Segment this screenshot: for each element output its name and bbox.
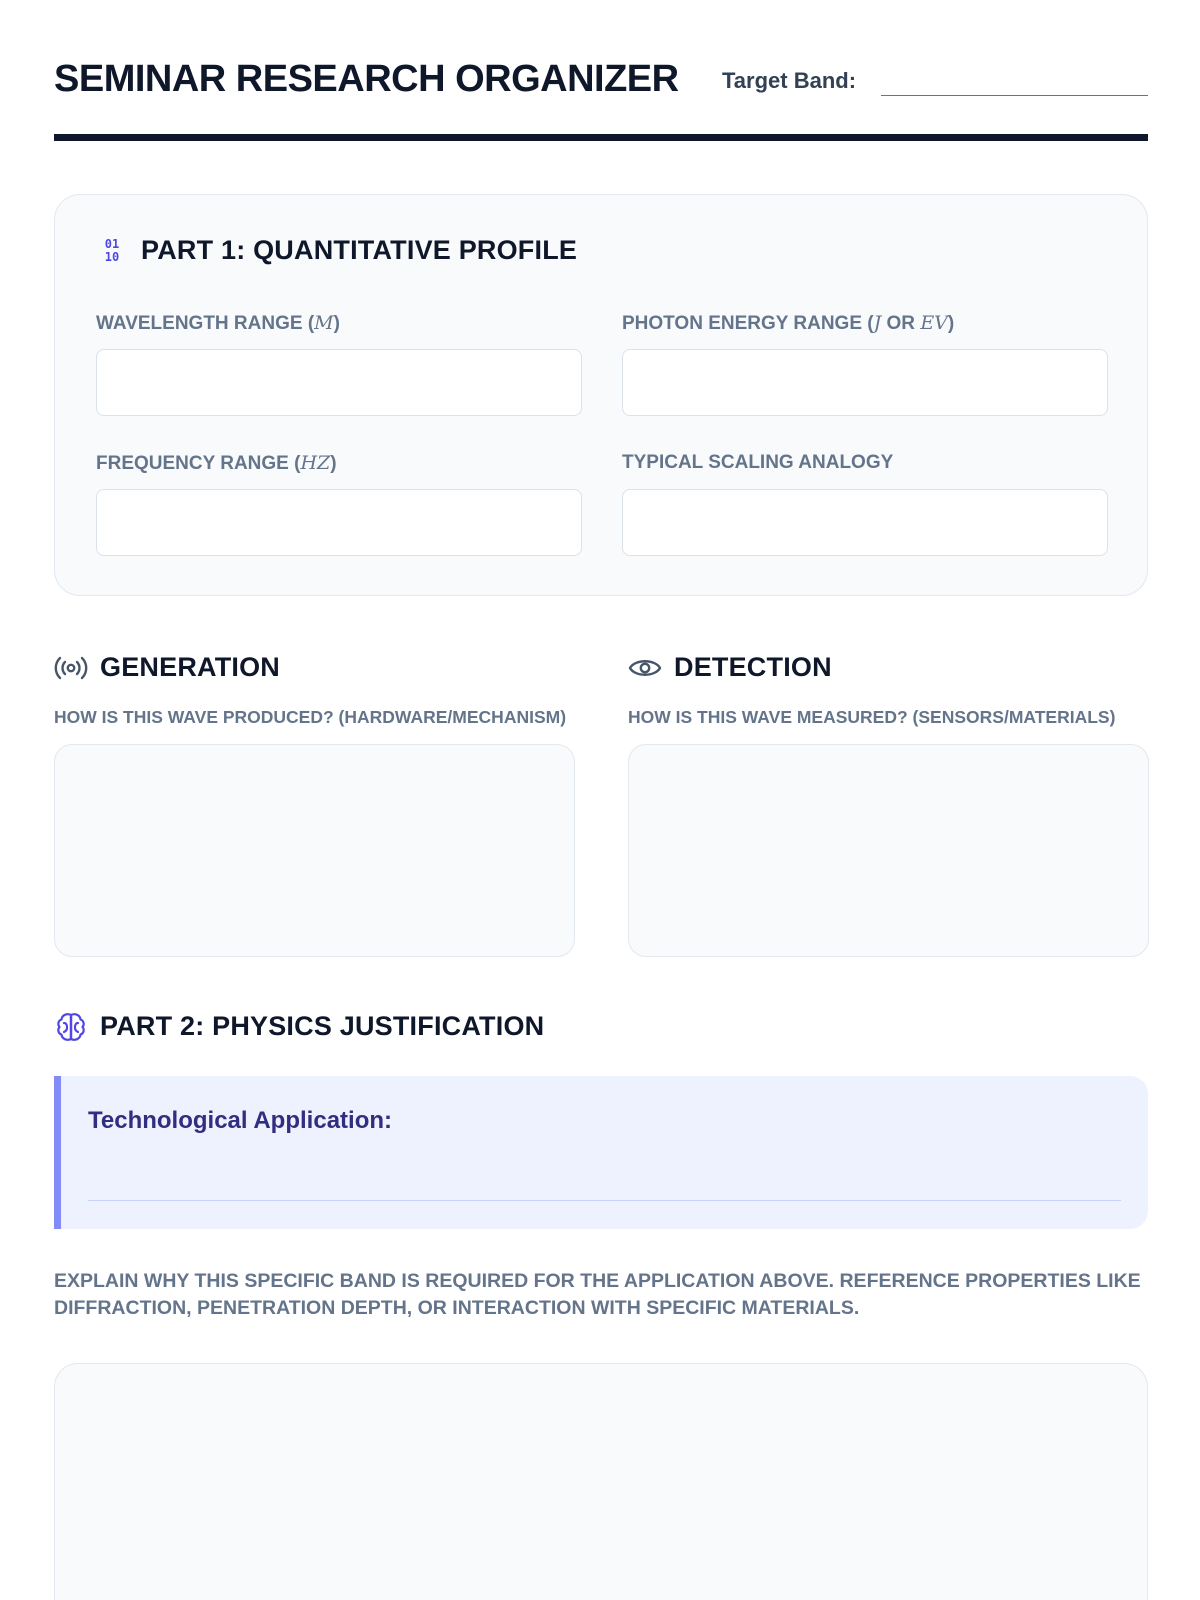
generation-textarea[interactable] (54, 744, 575, 957)
justification-textarea[interactable] (54, 1363, 1148, 1600)
detection-heading (628, 652, 832, 683)
broadcast-icon (54, 654, 88, 682)
generation-title: GENERATION (100, 652, 281, 682)
header-divider (54, 134, 1148, 141)
technological-application-card (54, 1076, 1148, 1229)
detection-title: DETECTION (674, 652, 832, 682)
part1-heading (99, 235, 577, 266)
part2-heading (54, 1011, 544, 1042)
photon-energy-range-label: PHOTON ENERGY RANGE (J OR EV) (622, 312, 955, 334)
technological-application-input[interactable] (88, 1200, 1121, 1201)
page-header (54, 50, 1148, 142)
detection-prompt: HOW IS THIS WAVE MEASURED? (SENSORS/MATERIALS) (628, 707, 1116, 727)
page-title: SEMINAR RESEARCH ORGANIZER (54, 58, 679, 100)
wavelength-range-label: WAVELENGTH RANGE (M) (96, 312, 340, 334)
scaling-analogy-label: TYPICAL SCALING ANALOGY (622, 452, 894, 473)
scaling-analogy-input[interactable] (622, 489, 1108, 556)
target-band-input[interactable] (881, 95, 1148, 96)
eye-icon (628, 654, 662, 682)
photon-energy-range-input[interactable] (622, 349, 1108, 416)
quantitative-profile-card (54, 194, 1148, 596)
wavelength-range-input[interactable] (96, 349, 582, 416)
detection-textarea[interactable] (628, 744, 1149, 957)
technological-application-label: Technological Application: (88, 1107, 393, 1134)
part2-title: PART 2: PHYSICS JUSTIFICATION (100, 1011, 545, 1041)
generation-heading (54, 652, 280, 683)
part1-title: PART 1: QUANTITATIVE PROFILE (141, 235, 578, 265)
frequency-range-input[interactable] (96, 489, 582, 556)
frequency-range-label: FREQUENCY RANGE (HZ) (96, 452, 337, 474)
binary-icon: 01 10 (104, 236, 120, 264)
generation-prompt: HOW IS THIS WAVE PRODUCED? (HARDWARE/MECHANISM) (54, 707, 567, 727)
brain-icon (54, 1013, 88, 1041)
justification-prompt: EXPLAIN WHY THIS SPECIFIC BAND IS REQUIRED FOR THE APPLICATION ABOVE. REFERENCE PROPERTIES LIKE DIFFRACTION, PENETRATION DEPTH, OR INTERACTION WITH SPECIFIC MATERIALS. (54, 1270, 1141, 1319)
target-band-label: Target Band: (722, 68, 857, 93)
